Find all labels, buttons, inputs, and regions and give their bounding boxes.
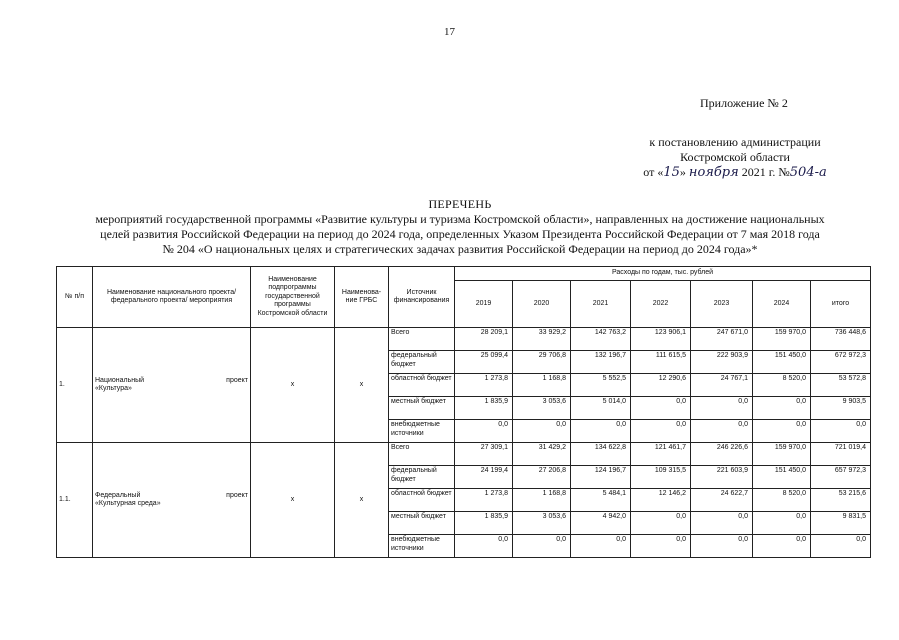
header-expenses: Расходы по годам, тыс. рублей (455, 267, 871, 281)
amount-cell: 0,0 (753, 420, 811, 443)
amount-cell: 5 552,5 (571, 374, 631, 397)
title-line-2: целей развития Российской Федерации на период до 2024 года, определенных Указом Президента Российской Федерации от 7 мая 2018 года (100, 227, 820, 241)
funding-source: местный бюджет (389, 512, 455, 535)
amount-cell: 1 835,9 (455, 397, 513, 420)
funding-source: федеральный бюджет (389, 351, 455, 374)
grbs-cell: х (335, 328, 389, 443)
amount-total-cell: 0,0 (811, 535, 871, 558)
amount-cell: 0,0 (571, 420, 631, 443)
amount-cell: 0,0 (513, 420, 571, 443)
amount-cell: 1 273,8 (455, 374, 513, 397)
amount-cell: 142 763,2 (571, 328, 631, 351)
amount-total-cell: 53 215,6 (811, 489, 871, 512)
amount-cell: 1 168,8 (513, 374, 571, 397)
decree-line-1: к постановлению администрации (649, 135, 821, 149)
header-grbs: Наименова-ние ГРБС (335, 267, 389, 328)
amount-cell: 3 053,6 (513, 512, 571, 535)
amount-cell: 151 450,0 (753, 466, 811, 489)
amount-total-cell: 672 972,3 (811, 351, 871, 374)
header-year: 2023 (691, 281, 753, 328)
table-row (57, 328, 871, 351)
amount-cell: 0,0 (753, 397, 811, 420)
project-name (93, 328, 251, 443)
header-num: № п/п (57, 267, 93, 328)
title-line-3: № 204 «О национальных целях и стратегических задачах развития Российской Федерации на период до 2024 года»* (162, 242, 758, 256)
amount-cell: 0,0 (513, 535, 571, 558)
header-year: 2021 (571, 281, 631, 328)
amount-cell: 8 520,0 (753, 489, 811, 512)
amount-cell: 31 429,2 (513, 443, 571, 466)
table-row (57, 443, 871, 466)
funding-source: внебюджетные источники (389, 535, 455, 558)
amount-cell: 0,0 (631, 397, 691, 420)
project-name-text (95, 377, 248, 394)
table-body (57, 328, 871, 558)
amount-cell: 1 835,9 (455, 512, 513, 535)
amount-cell: 3 053,6 (513, 397, 571, 420)
project-name-text (95, 492, 248, 509)
amount-cell: 4 942,0 (571, 512, 631, 535)
funding-source: областной бюджет (389, 374, 455, 397)
funding-source: Всего (389, 443, 455, 466)
amount-cell: 0,0 (631, 535, 691, 558)
amount-cell: 109 315,5 (631, 466, 691, 489)
header-source: Источник финансирования (389, 267, 455, 328)
amount-cell: 111 615,5 (631, 351, 691, 374)
row-number: 1. (57, 328, 93, 443)
decree-month: ноября (688, 165, 739, 180)
decree-reference (600, 135, 870, 180)
amount-cell: 159 970,0 (753, 443, 811, 466)
amount-cell: 0,0 (691, 397, 753, 420)
header-year: 2022 (631, 281, 691, 328)
amount-cell: 5 484,1 (571, 489, 631, 512)
amount-cell: 222 903,9 (691, 351, 753, 374)
amount-cell: 1 168,8 (513, 489, 571, 512)
amount-cell: 132 196,7 (571, 351, 631, 374)
amount-cell: 134 622,8 (571, 443, 631, 466)
document-title (60, 197, 860, 257)
amount-cell: 0,0 (455, 420, 513, 443)
funding-source: Всего (389, 328, 455, 351)
amount-cell: 247 671,0 (691, 328, 753, 351)
decree-number: 504-а (789, 165, 827, 180)
amount-cell: 27 206,8 (513, 466, 571, 489)
header-total: итого (811, 281, 871, 328)
amount-cell: 246 226,6 (691, 443, 753, 466)
amount-cell: 5 014,0 (571, 397, 631, 420)
amount-cell: 0,0 (571, 535, 631, 558)
amount-cell: 24 767,1 (691, 374, 753, 397)
project-name-word: проект (226, 491, 248, 499)
funding-source: областной бюджет (389, 489, 455, 512)
header-year: 2019 (455, 281, 513, 328)
subprogram-cell: х (251, 328, 335, 443)
decree-date-prefix: от « (643, 165, 664, 179)
amount-cell: 121 461,7 (631, 443, 691, 466)
funding-source: внебюджетные источники (389, 420, 455, 443)
project-name (93, 443, 251, 558)
title-line-1: мероприятий государственной программы «Развитие культуры и туризма Костромской области», направленных на достижение национальных (95, 212, 825, 226)
amount-cell: 0,0 (691, 512, 753, 535)
row-number: 1.1. (57, 443, 93, 558)
project-name-title: «Культура» (95, 385, 132, 392)
amount-cell: 0,0 (455, 535, 513, 558)
amount-cell: 0,0 (631, 512, 691, 535)
title-heading: ПЕРЕЧЕНЬ (428, 197, 492, 211)
amount-cell: 28 209,1 (455, 328, 513, 351)
amount-cell: 24 199,4 (455, 466, 513, 489)
amount-cell: 0,0 (691, 420, 753, 443)
amount-cell: 151 450,0 (753, 351, 811, 374)
decree-line-2: Костромской области (680, 150, 790, 164)
header-name: Наименование национального проекта/ федерального проекта/ мероприятия (93, 267, 251, 328)
project-name-word: Федеральный (95, 491, 141, 499)
appendix-label: Приложение № 2 (700, 96, 788, 110)
amount-total-cell: 0,0 (811, 420, 871, 443)
amount-total-cell: 53 572,8 (811, 374, 871, 397)
decree-year: 2021 г. № (738, 165, 790, 179)
project-name-title: «Культурная среда» (95, 500, 161, 507)
header-year: 2024 (753, 281, 811, 328)
amount-cell: 124 196,7 (571, 466, 631, 489)
activities-table (56, 266, 871, 558)
header-year: 2020 (513, 281, 571, 328)
amount-cell: 0,0 (753, 512, 811, 535)
funding-source: федеральный бюджет (389, 466, 455, 489)
amount-cell: 0,0 (753, 535, 811, 558)
amount-cell: 27 309,1 (455, 443, 513, 466)
project-name-word: Национальный (95, 376, 145, 384)
amount-cell: 221 603,9 (691, 466, 753, 489)
amount-cell: 1 273,8 (455, 489, 513, 512)
amount-total-cell: 657 972,3 (811, 466, 871, 489)
amount-cell: 0,0 (631, 420, 691, 443)
amount-cell: 24 622,7 (691, 489, 753, 512)
decree-day: 15 (663, 165, 680, 180)
decree-date-line (600, 165, 870, 180)
amount-total-cell: 736 448,6 (811, 328, 871, 351)
amount-cell: 0,0 (691, 535, 753, 558)
amount-cell: 12 290,6 (631, 374, 691, 397)
subprogram-cell: х (251, 443, 335, 558)
amount-total-cell: 9 831,5 (811, 512, 871, 535)
decree-date-mid: » (679, 165, 689, 179)
grbs-cell: х (335, 443, 389, 558)
amount-cell: 29 706,8 (513, 351, 571, 374)
amount-cell: 159 970,0 (753, 328, 811, 351)
header-subprogram: Наименование подпрограммы государственной программы Костромской области (251, 267, 335, 328)
amount-cell: 8 520,0 (753, 374, 811, 397)
amount-total-cell: 721 019,4 (811, 443, 871, 466)
amount-cell: 123 906,1 (631, 328, 691, 351)
funding-source: местный бюджет (389, 397, 455, 420)
project-name-word: проект (226, 376, 248, 384)
amount-cell: 33 929,2 (513, 328, 571, 351)
amount-cell: 25 099,4 (455, 351, 513, 374)
amount-total-cell: 9 903,5 (811, 397, 871, 420)
page-number: 17 (444, 26, 455, 38)
amount-cell: 12 146,2 (631, 489, 691, 512)
